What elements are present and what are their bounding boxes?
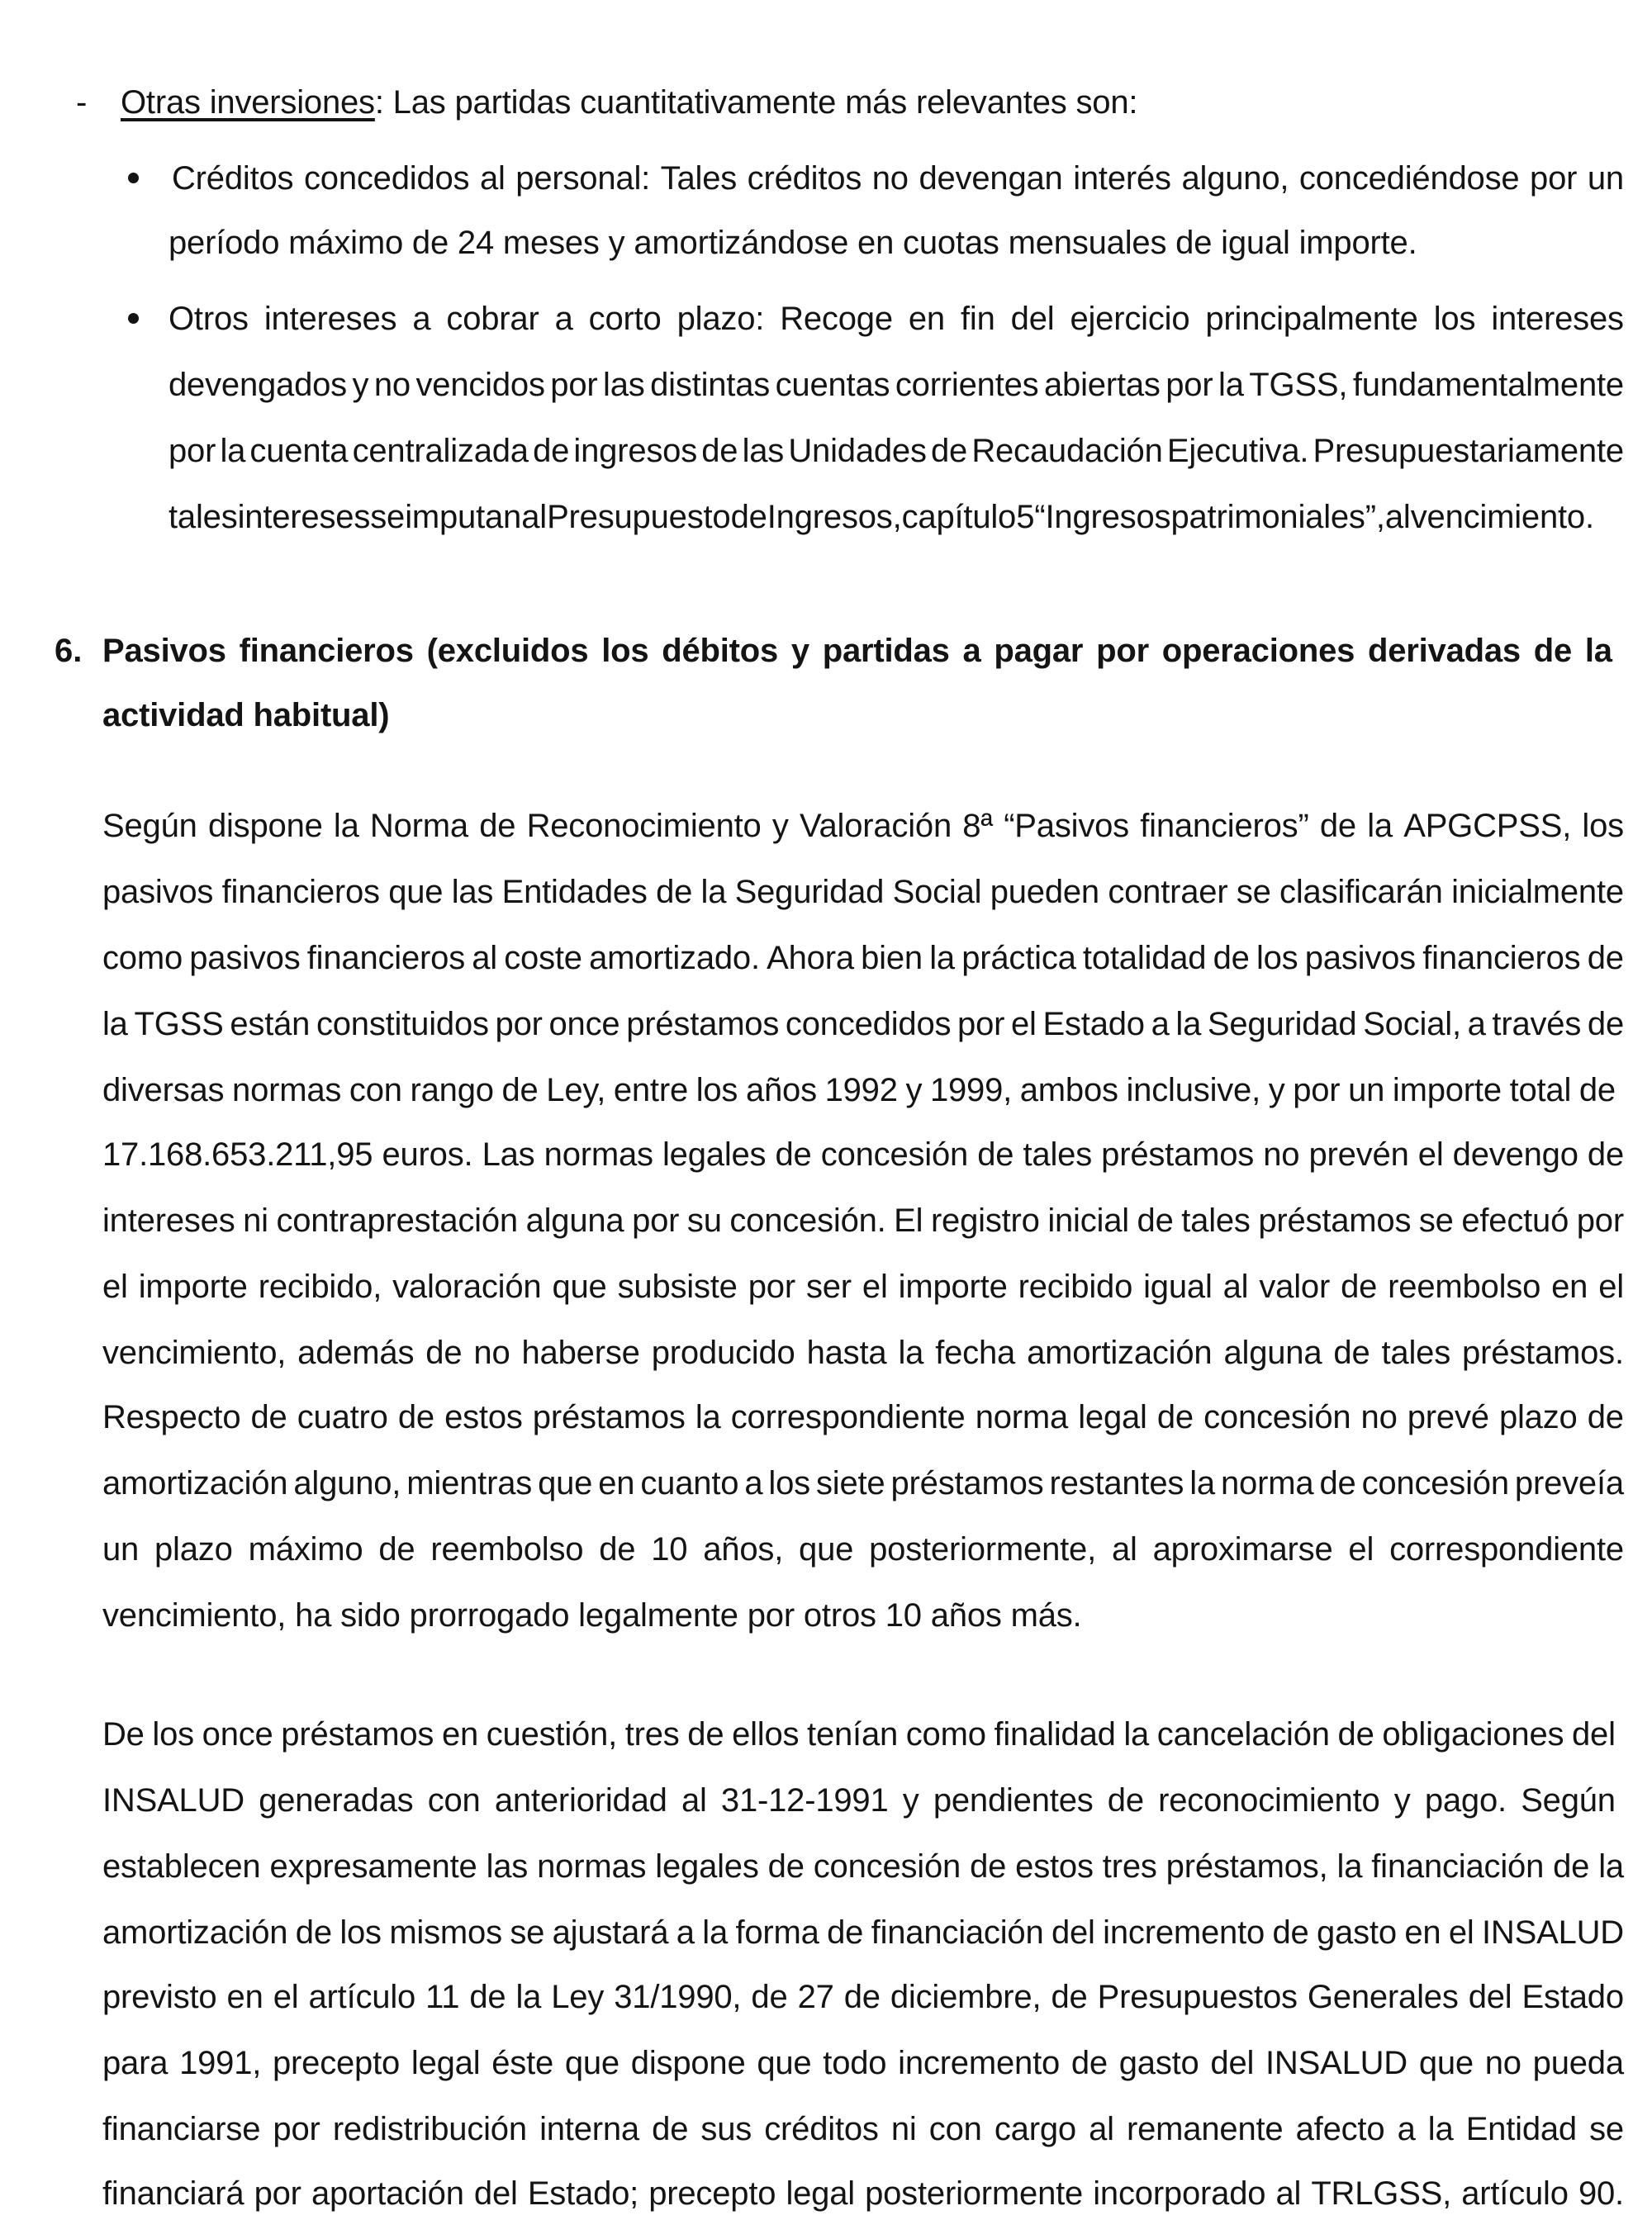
paragraph-line: el importe recibido, valoración que subsiste por ser el importe recibido igual al valor de reembolso en el <box>102 1269 1624 1305</box>
paragraph-line: la TGSS están constituidos por once préstamos concedidos por el Estado a la Seguridad Social, a través de <box>102 1006 1624 1042</box>
paragraph-line: vencimiento, además de no haberse producido hasta la fecha amortización alguna de tales préstamos. <box>102 1335 1624 1371</box>
bullet-2-line-3: por la cuenta centralizada de ingresos de las Unidades de Recaudación Ejecutiva. Presupuestariamente <box>169 433 1624 469</box>
paragraph-line: para 1991, precepto legal éste que dispone que todo incremento de gasto del INSALUD que no pueda <box>102 2045 1624 2081</box>
bullet-1-line-1: Créditos concedidos al personal: Tales créditos no devengan interés alguno, concediéndose por un <box>172 160 1624 197</box>
paragraph-line: previsto en el artículo 11 de la Ley 31/1990, de 27 de diciembre, de Presupuestos Generales del Estado <box>102 1979 1624 2015</box>
bullet-icon <box>128 173 139 183</box>
paragraph-line: amortización alguno, mientras que en cuanto a los siete préstamos restantes la norma de concesión preveía <box>102 1465 1624 1501</box>
paragraph-line: financiará por aportación del Estado; precepto legal posteriormente incorporado al TRLGSS, artículo 90. <box>102 2175 1624 2212</box>
otras-inversiones-line <box>121 83 1137 122</box>
paragraph-line: Respecto de cuatro de estos préstamos la correspondiente norma legal de concesión no prevé plazo de <box>102 1399 1624 1435</box>
paragraph-line: como pasivos financieros al coste amortizado. Ahora bien la práctica totalidad de los pasivos financieros de <box>102 940 1624 976</box>
paragraph-line: De los once préstamos en cuestión, tres de ellos tenían como finalidad la cancelación de obligaciones del <box>102 1716 1616 1753</box>
paragraph-line: INSALUD generadas con anterioridad al 31-12-1991 y pendientes de reconocimiento y pago. Según <box>102 1782 1616 1819</box>
paragraph-line: financiarse por redistribución interna de sus créditos ni con cargo al remanente afecto a la Entidad se <box>102 2111 1624 2147</box>
paragraph-line: diversas normas con rango de Ley, entre los años 1992 y 1999, ambos inclusive, y por un importe total de <box>102 1072 1616 1108</box>
otras-inversiones-label: Otras inversiones <box>121 84 375 121</box>
paragraph-line: pasivos financieros que las Entidades de la Seguridad Social pueden contraer se clasificarán inicialmente <box>102 874 1624 910</box>
section-number: 6. <box>55 633 83 669</box>
paragraph-line: vencimiento, ha sido prorrogado legalmente por otros 10 años más. <box>102 1597 1082 1634</box>
paragraph-line: establecen expresamente las normas legales de concesión de estos tres préstamos, la financiación de la <box>102 1848 1624 1885</box>
list-dash: - <box>76 84 88 121</box>
paragraph-line: intereses ni contraprestación alguna por su concesión. El registro inicial de tales préstamos se efectuó por <box>102 1202 1624 1239</box>
otras-inversiones-intro: : Las partidas cuantitativamente más relevantes son: <box>374 84 1138 121</box>
bullet-1-line-2: período máximo de 24 meses y amortizándose en cuotas mensuales de igual importe. <box>169 225 1417 261</box>
section-title-line-1: Pasivos financieros (excluidos los débitos y partidas a pagar por operaciones derivadas de la <box>102 633 1612 669</box>
paragraph-line: Según dispone la Norma de Reconocimiento y Valoración 8ª “Pasivos financieros” de la APGCPSS, los <box>102 808 1624 844</box>
bullet-icon <box>128 313 139 324</box>
bullet-2-line-4: tales intereses se imputan al Presupuesto de Ingresos, capítulo 5 “Ingresos patrimoniales”, al vencimiento. <box>169 499 1594 535</box>
section-title-line-2: actividad habitual) <box>102 697 390 733</box>
paragraph-line: amortización de los mismos se ajustará a la forma de financiación del incremento de gasto en el INSALUD <box>102 1914 1624 1951</box>
bullet-2-line-1: Otros intereses a cobrar a corto plazo: Recoge en fin del ejercicio principalmente los intereses <box>169 301 1624 337</box>
paragraph-line: un plazo máximo de reembolso de 10 años, que posteriormente, al aproximarse el correspondiente <box>102 1531 1624 1568</box>
bullet-2-line-2: devengados y no vencidos por las distintas cuentas corrientes abiertas por la TGSS, fundamentalmente <box>169 367 1624 403</box>
paragraph-line: 17.168.653.211,95 euros. Las normas legales de concesión de tales préstamos no prevén el devengo de <box>102 1136 1624 1173</box>
